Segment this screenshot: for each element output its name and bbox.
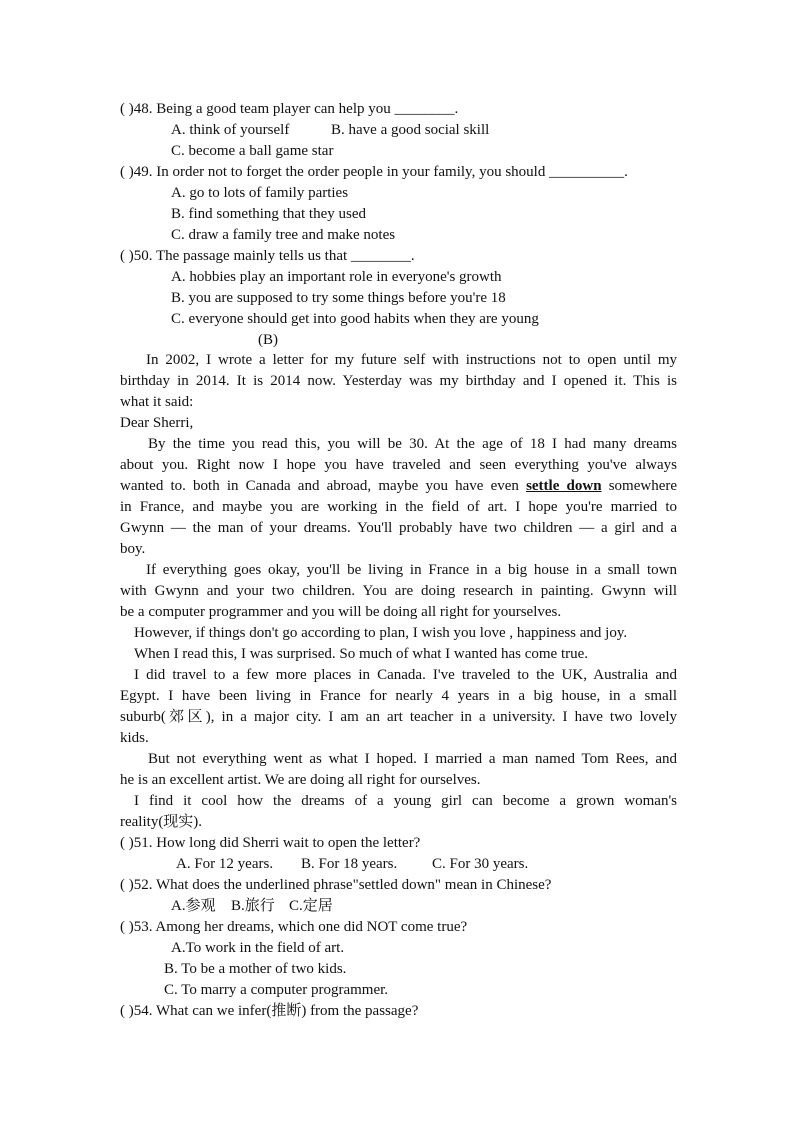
letter-p2-line-3: be a computer programmer and you will be doing all right for yourselves. (120, 604, 562, 620)
letter-salutation: Dear Sherri, (120, 415, 194, 431)
letter-p1-line-3 (120, 476, 677, 496)
passage-p6-line-1: But not everything went as what I hoped. I married a man named Tom Rees, and (148, 751, 677, 767)
letter-p2-line-1: If everything goes okay, you'll be living in France in a big house in a small town (146, 562, 677, 578)
letter-p1-line-2: about you. Right now I hope you have traveled and seen everything you've always (120, 457, 677, 473)
p1-line-3-after: somewhere (608, 478, 678, 494)
passage-p5-line-2: Egypt. I have been living in France for nearly 4 years in a big house, in a small (120, 688, 677, 704)
question-50: ( )50. The passage mainly tells us that ________. (120, 248, 415, 264)
question-53: ( )53. Among her dreams, which one did NOT come true? (120, 919, 468, 935)
q51-option-c: C. For 30 years. (432, 856, 529, 872)
question-49: ( )49. In order not to forget the order people in your family, you should __________. (120, 164, 628, 180)
letter-p1-line-6: boy. (120, 541, 146, 557)
q48-option-b: B. have a good social skill (331, 122, 490, 138)
section-label: (B) (258, 332, 278, 348)
question-54: ( )54. What can we infer(推断) from the passage? (120, 1003, 419, 1019)
passage-p5-line-1: I did travel to a few more places in Canada. I've traveled to the UK, Australia and (134, 667, 677, 683)
question-51: ( )51. How long did Sherri wait to open the letter? (120, 835, 421, 851)
letter-p1-line-1: By the time you read this, you will be 30. At the age of 18 I had many dreams (148, 436, 677, 452)
q52-option-c: C.定居 (289, 898, 333, 914)
p1-line-3-before: wanted to. both in Canada and abroad, maybe you have even (120, 478, 519, 494)
letter-p1-line-5: Gwynn — the man of your dreams. You'll probably have two children — a girl and a (120, 520, 677, 536)
q50-option-b: B. you are supposed to try some things before you're 18 (171, 290, 506, 306)
q51-option-b: B. For 18 years. (301, 856, 398, 872)
passage-intro-line-3: what it said: (120, 394, 194, 410)
question-52-options-row (171, 896, 333, 916)
q52-option-a: A.参观 (171, 898, 216, 914)
q51-option-a: A. For 12 years. (176, 856, 274, 872)
passage-p5-line-3: suburb(郊区), in a major city. I am an art teacher in a university. I have two lovely (120, 709, 677, 725)
q50-option-a: A. hobbies play an important role in everyone's growth (171, 269, 502, 285)
question-52: ( )52. What does the underlined phrase"settled down" mean in Chinese? (120, 877, 552, 893)
passage-p4: When I read this, I was surprised. So much of what I wanted has come true. (134, 646, 589, 662)
passage-p6-line-2: he is an excellent artist. We are doing all right for ourselves. (120, 772, 481, 788)
q53-option-b: B. To be a mother of two kids. (164, 961, 347, 977)
passage-p7-line-2: reality(现实). (120, 814, 203, 830)
letter-p1-line-4: in France, and maybe you are working in the field of art. I hope you're married to (120, 499, 677, 515)
underlined-phrase: settle down (526, 478, 602, 494)
q49-option-a: A. go to lots of family parties (171, 185, 349, 201)
letter-p3: However, if things don't go according to plan, I wish you love , happiness and joy. (134, 625, 628, 641)
letter-p2-line-2: with Gwynn and your two children. You are doing research in painting. Gwynn will (120, 583, 677, 599)
q52-option-b: B.旅行 (231, 898, 275, 914)
q53-option-a: A.To work in the field of art. (171, 940, 345, 956)
question-51-options-row (176, 854, 528, 874)
q53-option-c: C. To marry a computer programmer. (164, 982, 389, 998)
q50-option-c: C. everyone should get into good habits when they are young (171, 311, 539, 327)
q48-option-c: C. become a ball game star (171, 143, 334, 159)
q49-option-c: C. draw a family tree and make notes (171, 227, 396, 243)
q48-option-a: A. think of yourself (171, 122, 290, 138)
passage-p5-line-4: kids. (120, 730, 149, 746)
passage-p7-line-1: I find it cool how the dreams of a young girl can become a grown woman's (134, 793, 677, 809)
passage-intro-line-2: birthday in 2014. It is 2014 now. Yesterday was my birthday and I opened it. This is (120, 373, 677, 389)
question-48: ( )48. Being a good team player can help you ________. (120, 101, 459, 117)
question-48-options-row (171, 120, 489, 140)
passage-intro-line-1: In 2002, I wrote a letter for my future self with instructions not to open until my (146, 352, 677, 368)
q49-option-b: B. find something that they used (171, 206, 366, 222)
